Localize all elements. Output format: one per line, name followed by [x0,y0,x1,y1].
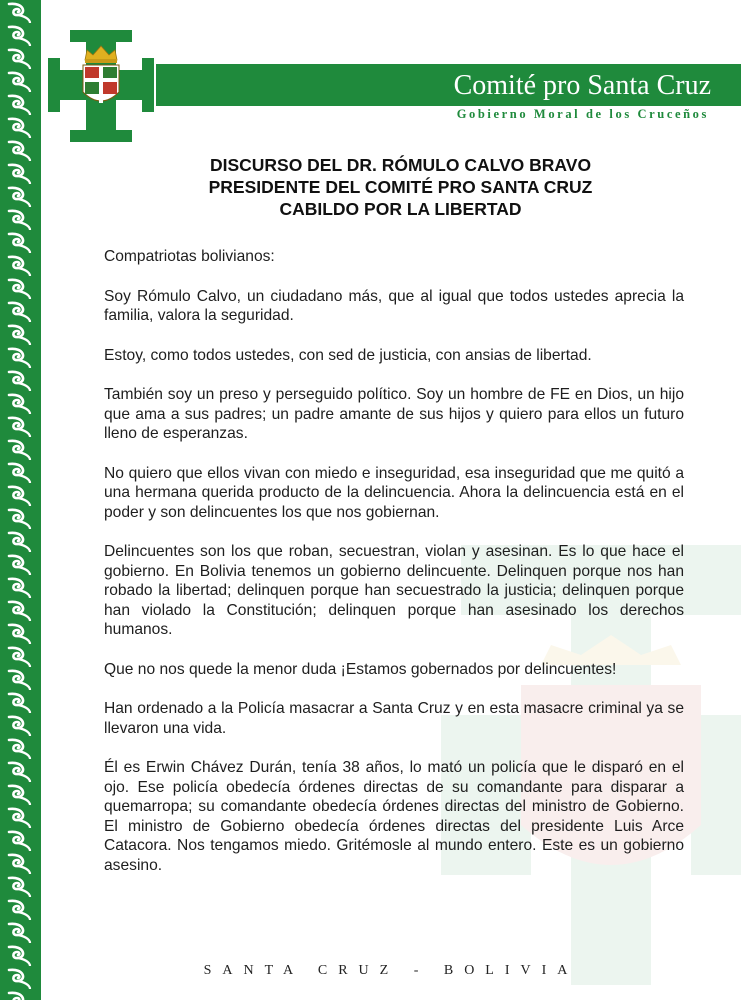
paragraph-greeting: Compatriotas bolivianos: [104,248,275,265]
paragraph: Que no nos quede la menor duda ¡Estamos gobernados por delincuentes! [104,660,617,678]
footer-location: SANTA CRUZ - BOLIVIA [203,963,579,978]
cross-coat-of-arms-icon [46,28,156,144]
title-line: CABILDO POR LA LIBERTAD [279,199,522,219]
paragraph: Soy Rómulo Calvo, un ciudadano más, que al igual que todos ustedes aprecia la familia, valora la seguridad. [104,287,684,324]
paragraph: Delincuentes son los que roban, secuestran, violan y asesinan. Es lo que hace el gobierno. En Bolivia tenemos un gobierno delincuente. Delinquen porque nos han robado la libertad; delinquen porque han secuestrado la justicia; delinquen porque han violado la Constitución; delinquen porque han asesinado los derechos humanos. [104,543,684,638]
left-decorative-border [0,0,41,1000]
paragraph: Estoy, como todos ustedes, con sed de justicia, con ansias de libertad. [104,346,592,364]
speech-body [104,247,684,895]
paragraph: Han ordenado a la Policía masacrar a Santa Cruz y en esta masacre criminal ya se llevaron una vida. [104,700,684,737]
title-line: PRESIDENTE DEL COMITÉ PRO SANTA CRUZ [208,177,593,197]
paragraph: También soy un preso y perseguido político. Soy un hombre de FE en Dios, un hijo que ama a sus padres; un padre amante de sus hijos y quiero para ellos un futuro lleno de esperanzas. [104,386,684,442]
header-subtitle: Gobierno Moral de los Cruceños [456,107,709,121]
title-line: DISCURSO DEL DR. RÓMULO CALVO BRAVO [209,155,592,175]
paragraph: Él es Erwin Chávez Durán, tenía 38 años, lo mató un policía que le disparó en el ojo. Ese policía obedecía órdenes directas de su comandante para disparar a quemarropa; su comandante obedecía órdenes directas del ministro de Gobierno. El ministro de Gobierno obedecía órdenes directas del presidente Luis Arce Catacora. Nos tengamos miedo. Gritémosle al mundo entero. Este es un gobierno asesino. [104,759,684,874]
paragraph: No quiero que ellos vivan con miedo e inseguridad, esa inseguridad que me quitó a una hermana querida producto de la delincuencia. Ahora la delincuencia está en el poder y son delincuentes los que nos gobiernan. [104,464,684,521]
speech-title [60,154,741,220]
scroll-pattern-border [0,0,41,1000]
committee-logo [46,28,156,144]
header-title: Comité pro Santa Cruz [453,70,711,101]
